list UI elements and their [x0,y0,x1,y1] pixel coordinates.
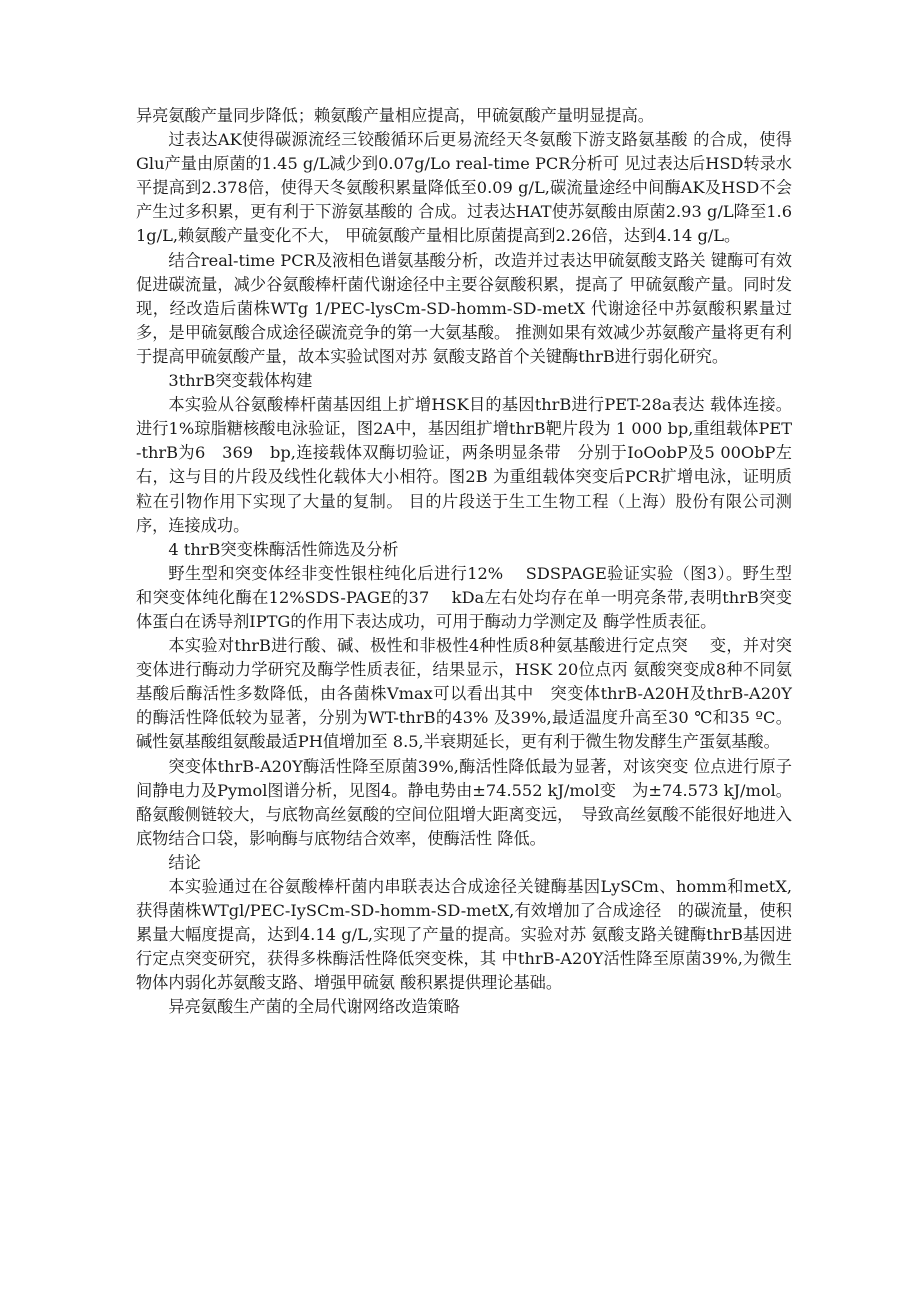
paragraph-sds-page: 野生型和突变体经非变性银柱纯化后进行12% SDSPAGE验证实验（图3）。野生型和突变体纯化酶在12%SDS-PAGE的37 kDa左右处均存在单一明亮条带,表明thrB突变体蛋白在诱导剂IPTG的作用下表达成功，可用于酶动力学测定及 酶学性质表征。 [136,563,792,631]
paragraph-continued: 异亮氨酸产量同步降低；赖氨酸产量相应提高，甲硫氨酸产量明显提高。 [136,106,654,125]
section-heading-4: 4 thrB突变株酶活性筛选及分析 [168,539,399,559]
paragraph-conclusion: 本实验通过在谷氨酸棒杆菌内串联表达合成途径关键酶基因LySCm、homm和metX,获得菌株WTgl/PEC-IySCm-SD-homm-SD-metX,有效增加了合成途径 的碳流量，使积累量大幅度提高，达到4.14 g/L,实现了产量的提高。实验对苏 氨酸支路关键酶thrB基因进行定点突变研究，获得多株酶活性降低突变株，其 中thrB-A20Y活性降至原菌39%,为微生物体内弱化苏氨酸支路、增强甲硫氨 酸积累提供理论基础。 [136,877,792,993]
paragraph-realtime-pcr-analysis: 结合real-time PCR及液相色谱氨基酸分析，改造并过表达甲硫氨酸支路关 键酶可有效促进碳流量，减少谷氨酸棒杆菌代谢途径中主要谷氨酸积累，提高了 甲硫氨酸产量。同时发现，经改造后菌株WTg 1/PEC-lysCm-SD-homm-SD-metX 代谢途径中苏氨酸积累量过多，是甲硫氨酸合成途径碳流竞争的第一大氨基酸。 推测如果有效减少苏氨酸产量将更有利于提高甲硫氨酸产量，故本实验试图对苏 氨酸支路首个关键酶thrB进行弱化研究。 [136,250,792,366]
paragraph-mutation-kinetics: 本实验对thrB进行酸、碱、极性和非极性4种性质8种氨基酸进行定点突 变，并对突变体进行酶动力学研究及酶学性质表征，结果显示，HSK 20位点丙 氨酸突变成8种不同氨基酸后酶活性多数降低，由各菌株Vmax可以看出其中 突变体thrB-A20H及thrB-A20Y的酶活性降低较为显著，分别为WT-thrB的43% 及39%,最适温度升高至30 ℃和35 ºC。碱性氨基酸组氨酸最适PH值增加至 8.5,半衰期延长，更有利于微生物发酵生产蛋氨基酸。 [136,636,792,752]
section-heading-conclusion: 结论 [168,852,201,872]
paragraph-ak-overexpression: 过表达AK使得碳源流经三铰酸循环后更易流经天冬氨酸下游支路氨基酸 的合成，使得Glu产量由原菌的1.45 g/L减少到0.07g/Lo real-time PCR分析可 见过表达后HSD转录水平提高到2.378倍，使得天冬氨酸积累量降低至0.09 g/L,碳流量途经中间酶AK及HSD不会产生过多积累，更有利于下游氨基酸的 合成。过表达HAT使苏氨酸由原菌2.93 g/L降至1.61g/L,赖氨酸产量变化不大， 甲硫氨酸产量相比原菌提高到2.26倍，达到4.14 g/L。 [136,130,792,246]
section-heading-3: 3thrB突变载体构建 [168,371,313,391]
section-heading-isoleucine: 异亮氨酸生产菌的全局代谢网络改造策略 [168,997,460,1017]
paragraph-a20y-analysis: 突变体thrB-A20Y酶活性降至原菌39%,酶活性降低最为显著，对该突变 位点进行原子间静电力及Pymol图谱分析，见图4。静电势由±74.552 kJ/mol变 为±74.573 kJ/mol。酪氨酸侧链较大，与底物高丝氨酸的空间位阻增大距离变远， 导致高丝氨酸不能很好地进入底物结合口袋，影响酶与底物结合效率，使酶活性 降低。 [136,756,792,848]
paragraph-vector-construction: 本实验从谷氨酸棒杆菌基因组上扩增HSK目的基因thrB进行PET-28a表达 载体连接。进行1%琼脂糖核酸电泳验证，图2A中，基因组扩增thrB靶片段为 1 000 bp,重组载体PET-thrB为6 369 bp,连接载体双酶切验证，两条明显条带 分别于IoOobP及5 00ObP左右，这与目的片段及线性化载体大小相符。图2B 为重组载体突变后PCR扩增电泳，证明质粒在引物作用下实现了大量的复制。 目的片段送于生工生物工程（上海）股份有限公司测序，连接成功。 [136,395,792,535]
